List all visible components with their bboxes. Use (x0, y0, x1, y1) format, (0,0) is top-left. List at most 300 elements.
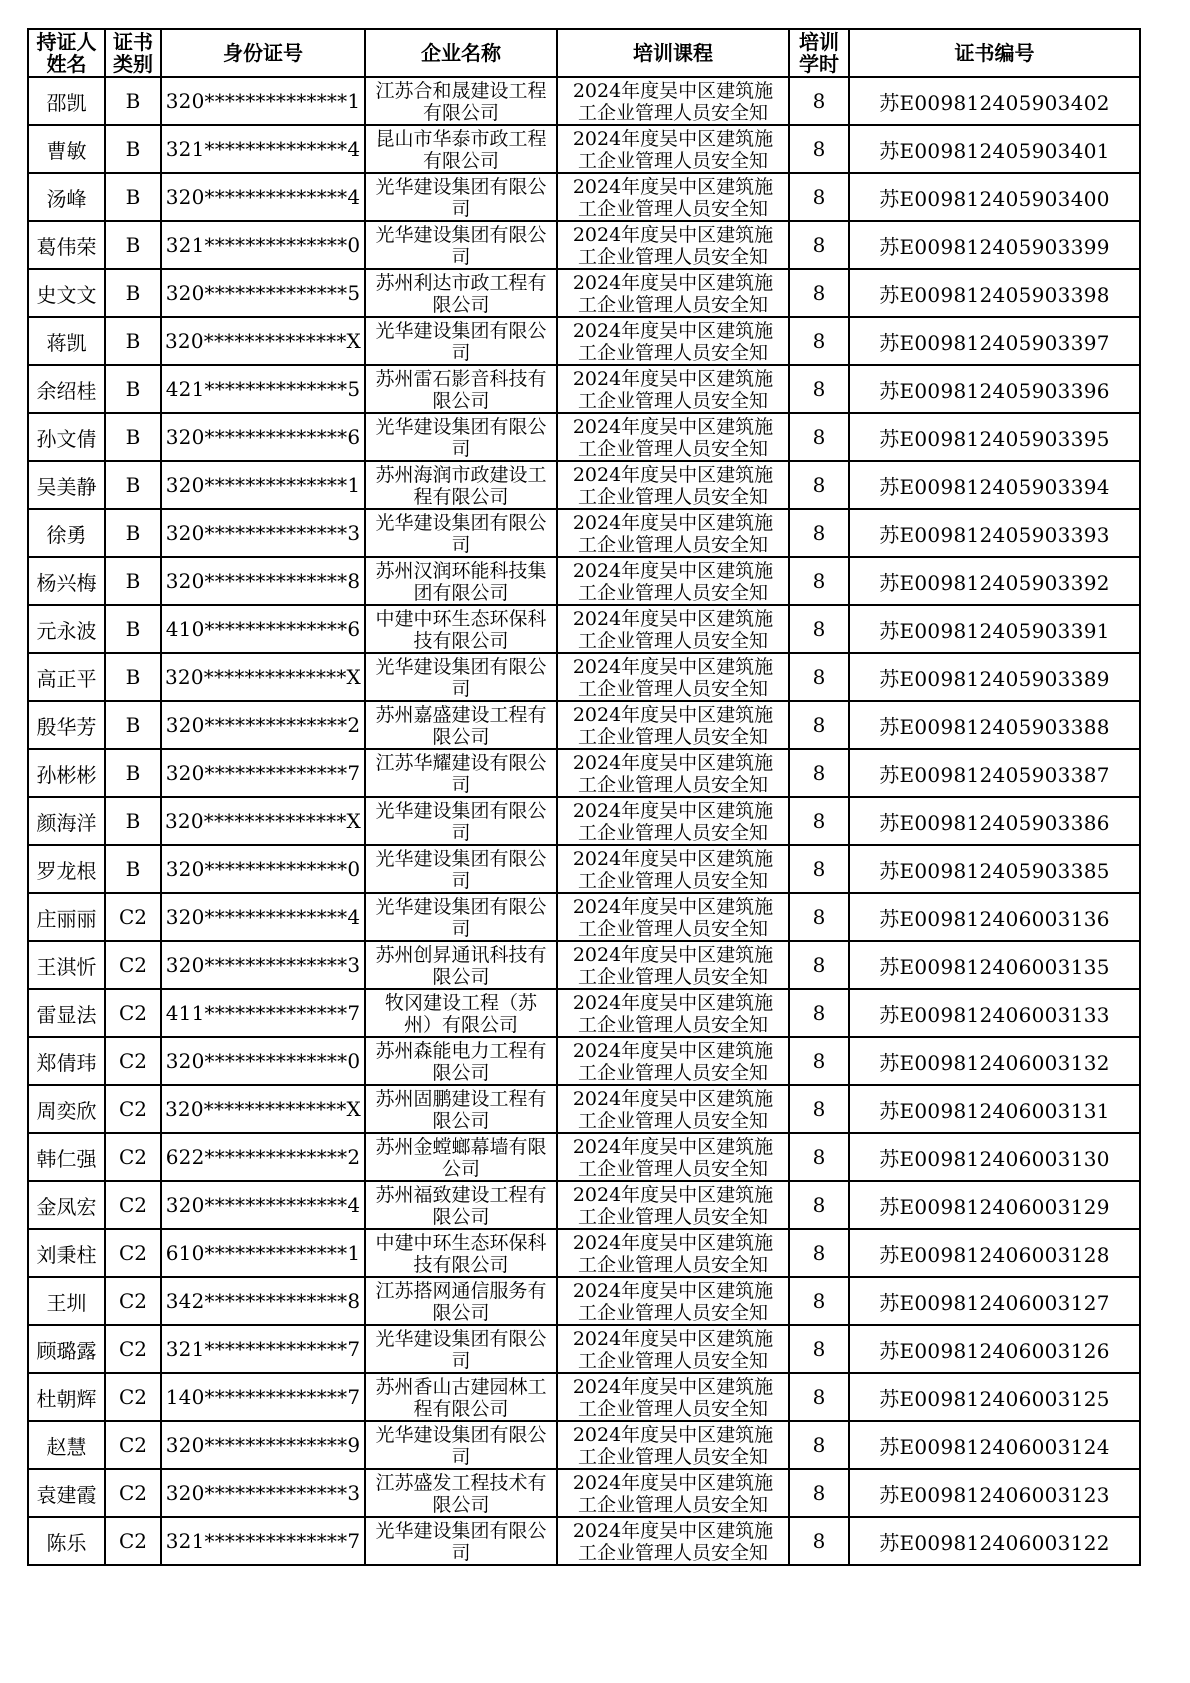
training-hours: 8 (789, 221, 849, 269)
id-number: 610**************1 (161, 1229, 365, 1277)
holder-name: 汤峰 (28, 173, 105, 221)
training-course (557, 989, 789, 1037)
header-row (28, 29, 1140, 77)
company-name-line: 司 (451, 774, 471, 796)
company-name (365, 989, 557, 1037)
training-course-line: 2024年度吴中区建筑施 (572, 1088, 774, 1110)
training-course-line: 2024年度吴中区建筑施 (572, 320, 774, 342)
holder-name: 曹敏 (28, 125, 105, 173)
table-row (28, 989, 1140, 1037)
training-course-line: 工企业管理人员安全知 (577, 822, 768, 844)
company-name (365, 269, 557, 317)
company-name-line: 江苏合和晟建设工程 (375, 80, 547, 102)
company-name (365, 1421, 557, 1469)
training-course-line: 2024年度吴中区建筑施 (572, 848, 774, 870)
training-course (557, 1517, 789, 1565)
cert-category: C2 (105, 893, 161, 941)
training-hours: 8 (789, 1469, 849, 1517)
company-name-line: 有限公司 (422, 102, 499, 124)
holder-name: 周奕欣 (28, 1085, 105, 1133)
table-row (28, 413, 1140, 461)
cert-category: B (105, 797, 161, 845)
cert-number: 苏E009812406003123 (849, 1469, 1140, 1517)
training-course-line: 工企业管理人员安全知 (577, 630, 768, 652)
holder-name: 余绍桂 (28, 365, 105, 413)
training-course (557, 173, 789, 221)
company-name (365, 509, 557, 557)
cert-category: C2 (105, 1421, 161, 1469)
header-cert-number: 证书编号 (849, 29, 1140, 77)
company-name-line: 限公司 (432, 390, 490, 412)
training-hours: 8 (789, 1325, 849, 1373)
id-number: 320**************7 (161, 749, 365, 797)
company-name-line: 光华建设集团有限公 (375, 1424, 547, 1446)
holder-name: 赵慧 (28, 1421, 105, 1469)
training-course-line: 工企业管理人员安全知 (577, 1206, 768, 1228)
cert-category: C2 (105, 1517, 161, 1565)
training-course (557, 1373, 789, 1421)
training-course-line: 2024年度吴中区建筑施 (572, 1232, 774, 1254)
training-course (557, 1421, 789, 1469)
cert-category: C2 (105, 1373, 161, 1421)
id-number: 320**************2 (161, 701, 365, 749)
company-name-line: 限公司 (432, 726, 490, 748)
cert-number: 苏E009812405903397 (849, 317, 1140, 365)
cert-category: B (105, 749, 161, 797)
company-name-line: 限公司 (432, 966, 490, 988)
company-name-line: 光华建设集团有限公 (375, 176, 547, 198)
training-course-line: 工企业管理人员安全知 (577, 1110, 768, 1132)
id-number: 320**************0 (161, 845, 365, 893)
table-row (28, 557, 1140, 605)
training-course-line: 工企业管理人员安全知 (577, 774, 768, 796)
table-row (28, 317, 1140, 365)
holder-name: 杨兴梅 (28, 557, 105, 605)
table-row (28, 653, 1140, 701)
id-number: 411**************7 (161, 989, 365, 1037)
training-course (557, 749, 789, 797)
cert-number: 苏E009812406003131 (849, 1085, 1140, 1133)
training-course-line: 工企业管理人员安全知 (577, 918, 768, 940)
company-name-line: 中建中环生态环保科 (375, 608, 547, 630)
training-course-line: 2024年度吴中区建筑施 (572, 176, 774, 198)
training-hours: 8 (789, 1133, 849, 1181)
company-name-line: 司 (451, 870, 471, 892)
holder-name: 徐勇 (28, 509, 105, 557)
company-name-line: 苏州创昇通讯科技有 (375, 944, 547, 966)
id-number: 320**************3 (161, 1469, 365, 1517)
cert-number: 苏E009812405903398 (849, 269, 1140, 317)
company-name-line: 光华建设集团有限公 (375, 224, 547, 246)
company-name (365, 653, 557, 701)
table-row (28, 1229, 1140, 1277)
training-course-line: 2024年度吴中区建筑施 (572, 704, 774, 726)
training-course-line: 工企业管理人员安全知 (577, 678, 768, 700)
cert-number: 苏E009812406003124 (849, 1421, 1140, 1469)
holder-name: 顾璐露 (28, 1325, 105, 1373)
cert-number: 苏E009812406003132 (849, 1037, 1140, 1085)
training-hours: 8 (789, 1373, 849, 1421)
training-course-line: 工企业管理人员安全知 (577, 726, 768, 748)
training-hours: 8 (789, 605, 849, 653)
company-name (365, 749, 557, 797)
training-hours: 8 (789, 1037, 849, 1085)
training-course-line: 2024年度吴中区建筑施 (572, 224, 774, 246)
training-course (557, 653, 789, 701)
training-course-line: 工企业管理人员安全知 (577, 294, 768, 316)
company-name-line: 苏州利达市政工程有 (375, 272, 547, 294)
company-name-line: 昆山市华泰市政工程 (375, 128, 547, 150)
holder-name: 刘秉柱 (28, 1229, 105, 1277)
training-course-line: 2024年度吴中区建筑施 (572, 1280, 774, 1302)
cert-number: 苏E009812405903400 (849, 173, 1140, 221)
certificate-roster-table (27, 28, 1141, 1566)
company-name (365, 461, 557, 509)
training-course-line: 2024年度吴中区建筑施 (572, 608, 774, 630)
table-row (28, 893, 1140, 941)
training-course (557, 845, 789, 893)
training-course-line: 2024年度吴中区建筑施 (572, 1376, 774, 1398)
cert-number: 苏E009812405903395 (849, 413, 1140, 461)
training-course-line: 工企业管理人员安全知 (577, 1062, 768, 1084)
id-number: 140**************7 (161, 1373, 365, 1421)
training-course-line: 2024年度吴中区建筑施 (572, 1520, 774, 1542)
cert-category: C2 (105, 1277, 161, 1325)
training-course-line: 工企业管理人员安全知 (577, 1350, 768, 1372)
training-course-line: 工企业管理人员安全知 (577, 1494, 768, 1516)
company-name (365, 941, 557, 989)
company-name-line: 技有限公司 (413, 1254, 509, 1276)
training-hours: 8 (789, 893, 849, 941)
cert-category: C2 (105, 989, 161, 1037)
holder-name: 杜朝辉 (28, 1373, 105, 1421)
training-course (557, 461, 789, 509)
company-name (365, 221, 557, 269)
training-course-line: 工企业管理人员安全知 (577, 198, 768, 220)
training-hours: 8 (789, 653, 849, 701)
id-number: 320**************1 (161, 77, 365, 125)
company-name-line: 司 (451, 1350, 471, 1372)
company-name-line: 程有限公司 (413, 486, 509, 508)
cert-category: C2 (105, 1181, 161, 1229)
header-holder-name: 持证人 姓名 (28, 29, 105, 77)
training-course (557, 1037, 789, 1085)
training-course-line: 2024年度吴中区建筑施 (572, 80, 774, 102)
training-course-line: 2024年度吴中区建筑施 (572, 752, 774, 774)
company-name-line: 司 (451, 918, 471, 940)
training-course-line: 2024年度吴中区建筑施 (572, 560, 774, 582)
training-course-line: 工企业管理人员安全知 (577, 390, 768, 412)
training-course (557, 941, 789, 989)
training-hours: 8 (789, 77, 849, 125)
training-course (557, 77, 789, 125)
training-course (557, 797, 789, 845)
holder-name: 韩仁强 (28, 1133, 105, 1181)
company-name (365, 125, 557, 173)
cert-category: B (105, 413, 161, 461)
company-name-line: 司 (451, 534, 471, 556)
training-course-line: 工企业管理人员安全知 (577, 1542, 768, 1564)
training-course-line: 工企业管理人员安全知 (577, 582, 768, 604)
table-row (28, 125, 1140, 173)
holder-name: 王淇忻 (28, 941, 105, 989)
company-name-line: 司 (451, 1446, 471, 1468)
cert-number: 苏E009812406003136 (849, 893, 1140, 941)
holder-name: 袁建霞 (28, 1469, 105, 1517)
training-course-line: 2024年度吴中区建筑施 (572, 272, 774, 294)
holder-name: 吴美静 (28, 461, 105, 509)
company-name-line: 苏州香山古建园林工 (375, 1376, 547, 1398)
company-name (365, 557, 557, 605)
training-hours: 8 (789, 557, 849, 605)
company-name (365, 797, 557, 845)
holder-name: 庄丽丽 (28, 893, 105, 941)
training-course-line: 2024年度吴中区建筑施 (572, 416, 774, 438)
id-number: 320**************X (161, 317, 365, 365)
holder-name: 史文文 (28, 269, 105, 317)
training-hours: 8 (789, 269, 849, 317)
holder-name: 郑倩玮 (28, 1037, 105, 1085)
cert-category: B (105, 461, 161, 509)
company-name-line: 苏州福致建设工程有 (375, 1184, 547, 1206)
holder-name: 王圳 (28, 1277, 105, 1325)
training-course-line: 工企业管理人员安全知 (577, 966, 768, 988)
training-hours: 8 (789, 173, 849, 221)
training-hours: 8 (789, 365, 849, 413)
cert-category: B (105, 317, 161, 365)
company-name (365, 365, 557, 413)
cert-number: 苏E009812406003133 (849, 989, 1140, 1037)
training-hours: 8 (789, 1517, 849, 1565)
id-number: 622**************2 (161, 1133, 365, 1181)
holder-name: 蒋凯 (28, 317, 105, 365)
id-number: 320**************3 (161, 941, 365, 989)
cert-number: 苏E009812406003126 (849, 1325, 1140, 1373)
table-row (28, 1421, 1140, 1469)
cert-category: C2 (105, 1085, 161, 1133)
company-name (365, 77, 557, 125)
company-name-line: 光华建设集团有限公 (375, 848, 547, 870)
company-name-line: 司 (451, 438, 471, 460)
table-row (28, 1469, 1140, 1517)
cert-category: B (105, 509, 161, 557)
id-number: 320**************X (161, 797, 365, 845)
table-row (28, 461, 1140, 509)
training-hours: 8 (789, 1277, 849, 1325)
cert-number: 苏E009812405903391 (849, 605, 1140, 653)
holder-name: 金凤宏 (28, 1181, 105, 1229)
table-row (28, 749, 1140, 797)
company-name (365, 173, 557, 221)
training-hours: 8 (789, 797, 849, 845)
company-name-line: 限公司 (432, 1206, 490, 1228)
training-hours: 8 (789, 845, 849, 893)
cert-number: 苏E009812405903389 (849, 653, 1140, 701)
company-name (365, 1037, 557, 1085)
company-name-line: 苏州汉润环能科技集 (375, 560, 547, 582)
holder-name: 颜海洋 (28, 797, 105, 845)
training-course (557, 1133, 789, 1181)
company-name-line: 光华建设集团有限公 (375, 1520, 547, 1542)
table-row (28, 221, 1140, 269)
header-training-hours: 培训 学时 (789, 29, 849, 77)
table-row (28, 1085, 1140, 1133)
table-row (28, 173, 1140, 221)
table-row (28, 1037, 1140, 1085)
company-name (365, 1085, 557, 1133)
cert-number: 苏E009812405903399 (849, 221, 1140, 269)
company-name (365, 413, 557, 461)
training-course-line: 工企业管理人员安全知 (577, 150, 768, 172)
training-course (557, 1181, 789, 1229)
company-name-line: 苏州森能电力工程有 (375, 1040, 547, 1062)
cert-number: 苏E009812405903393 (849, 509, 1140, 557)
training-course-line: 2024年度吴中区建筑施 (572, 368, 774, 390)
cert-category: B (105, 77, 161, 125)
company-name (365, 701, 557, 749)
cert-category: B (105, 269, 161, 317)
id-number: 320**************X (161, 653, 365, 701)
cert-category: B (105, 653, 161, 701)
training-course-line: 2024年度吴中区建筑施 (572, 1184, 774, 1206)
company-name-line: 江苏搭网通信服务有 (375, 1280, 547, 1302)
company-name (365, 605, 557, 653)
company-name-line: 州）有限公司 (403, 1014, 518, 1036)
company-name-line: 限公司 (432, 1110, 490, 1132)
training-course-line: 2024年度吴中区建筑施 (572, 800, 774, 822)
training-hours: 8 (789, 509, 849, 557)
cert-number: 苏E009812406003135 (849, 941, 1140, 989)
table-row (28, 269, 1140, 317)
cert-category: B (105, 173, 161, 221)
training-hours: 8 (789, 1421, 849, 1469)
cert-number: 苏E009812405903387 (849, 749, 1140, 797)
training-course-line: 2024年度吴中区建筑施 (572, 1040, 774, 1062)
company-name-line: 技有限公司 (413, 630, 509, 652)
company-name-line: 团有限公司 (413, 582, 509, 604)
cert-number: 苏E009812405903394 (849, 461, 1140, 509)
table-row (28, 605, 1140, 653)
id-number: 321**************7 (161, 1325, 365, 1373)
table-row (28, 509, 1140, 557)
training-course-line: 工企业管理人员安全知 (577, 534, 768, 556)
holder-name: 元永波 (28, 605, 105, 653)
table-row (28, 941, 1140, 989)
company-name-line: 江苏华耀建设有限公 (375, 752, 547, 774)
company-name-line: 中建中环生态环保科 (375, 1232, 547, 1254)
cert-category: C2 (105, 1133, 161, 1181)
training-course-line: 2024年度吴中区建筑施 (572, 896, 774, 918)
holder-name: 陈乐 (28, 1517, 105, 1565)
company-name (365, 1325, 557, 1373)
table-row (28, 797, 1140, 845)
training-hours: 8 (789, 461, 849, 509)
holder-name: 高正平 (28, 653, 105, 701)
table-row (28, 1517, 1140, 1565)
training-course-line: 2024年度吴中区建筑施 (572, 512, 774, 534)
company-name-line: 司 (451, 678, 471, 700)
cert-number: 苏E009812405903401 (849, 125, 1140, 173)
training-course-line: 2024年度吴中区建筑施 (572, 1424, 774, 1446)
company-name-line: 光华建设集团有限公 (375, 1328, 547, 1350)
company-name-line: 光华建设集团有限公 (375, 656, 547, 678)
id-number: 320**************8 (161, 557, 365, 605)
company-name-line: 限公司 (432, 1494, 490, 1516)
holder-name: 罗龙根 (28, 845, 105, 893)
training-course (557, 365, 789, 413)
training-course (557, 701, 789, 749)
cert-category: C2 (105, 1325, 161, 1373)
company-name-line: 有限公司 (422, 150, 499, 172)
id-number: 320**************X (161, 1085, 365, 1133)
table-row (28, 1325, 1140, 1373)
company-name (365, 317, 557, 365)
cert-number: 苏E009812406003125 (849, 1373, 1140, 1421)
cert-category: B (105, 845, 161, 893)
company-name-line: 限公司 (432, 294, 490, 316)
cert-category: C2 (105, 941, 161, 989)
company-name (365, 1277, 557, 1325)
id-number: 320**************4 (161, 1181, 365, 1229)
company-name (365, 893, 557, 941)
training-course-line: 工企业管理人员安全知 (577, 1158, 768, 1180)
cert-number: 苏E009812406003122 (849, 1517, 1140, 1565)
company-name-line: 苏州固鹏建设工程有 (375, 1088, 547, 1110)
id-number: 320**************9 (161, 1421, 365, 1469)
training-hours: 8 (789, 701, 849, 749)
cert-category: C2 (105, 1469, 161, 1517)
training-course-line: 2024年度吴中区建筑施 (572, 464, 774, 486)
holder-name: 殷华芳 (28, 701, 105, 749)
cert-number: 苏E009812405903396 (849, 365, 1140, 413)
company-name-line: 司 (451, 822, 471, 844)
company-name-line: 司 (451, 198, 471, 220)
training-course (557, 1085, 789, 1133)
company-name (365, 1469, 557, 1517)
training-course (557, 509, 789, 557)
cert-number: 苏E009812405903392 (849, 557, 1140, 605)
company-name-line: 公司 (441, 1158, 480, 1180)
training-course (557, 1325, 789, 1373)
company-name-line: 司 (451, 246, 471, 268)
id-number: 321**************7 (161, 1517, 365, 1565)
id-number: 342**************8 (161, 1277, 365, 1325)
training-hours: 8 (789, 317, 849, 365)
cert-category: B (105, 125, 161, 173)
company-name-line: 苏州海润市政建设工 (375, 464, 547, 486)
training-course (557, 413, 789, 461)
id-number: 320**************5 (161, 269, 365, 317)
training-course (557, 125, 789, 173)
training-course-line: 工企业管理人员安全知 (577, 342, 768, 364)
id-number: 320**************4 (161, 893, 365, 941)
company-name (365, 1517, 557, 1565)
company-name-line: 苏州嘉盛建设工程有 (375, 704, 547, 726)
training-course (557, 1469, 789, 1517)
company-name-line: 苏州金螳螂幕墙有限 (375, 1136, 547, 1158)
table-row (28, 365, 1140, 413)
training-course-line: 工企业管理人员安全知 (577, 870, 768, 892)
training-hours: 8 (789, 989, 849, 1037)
training-hours: 8 (789, 1085, 849, 1133)
training-hours: 8 (789, 749, 849, 797)
training-course (557, 605, 789, 653)
id-number: 320**************4 (161, 173, 365, 221)
company-name-line: 江苏盛发工程技术有 (375, 1472, 547, 1494)
cert-number: 苏E009812406003127 (849, 1277, 1140, 1325)
table-row (28, 1373, 1140, 1421)
cert-number: 苏E009812405903385 (849, 845, 1140, 893)
